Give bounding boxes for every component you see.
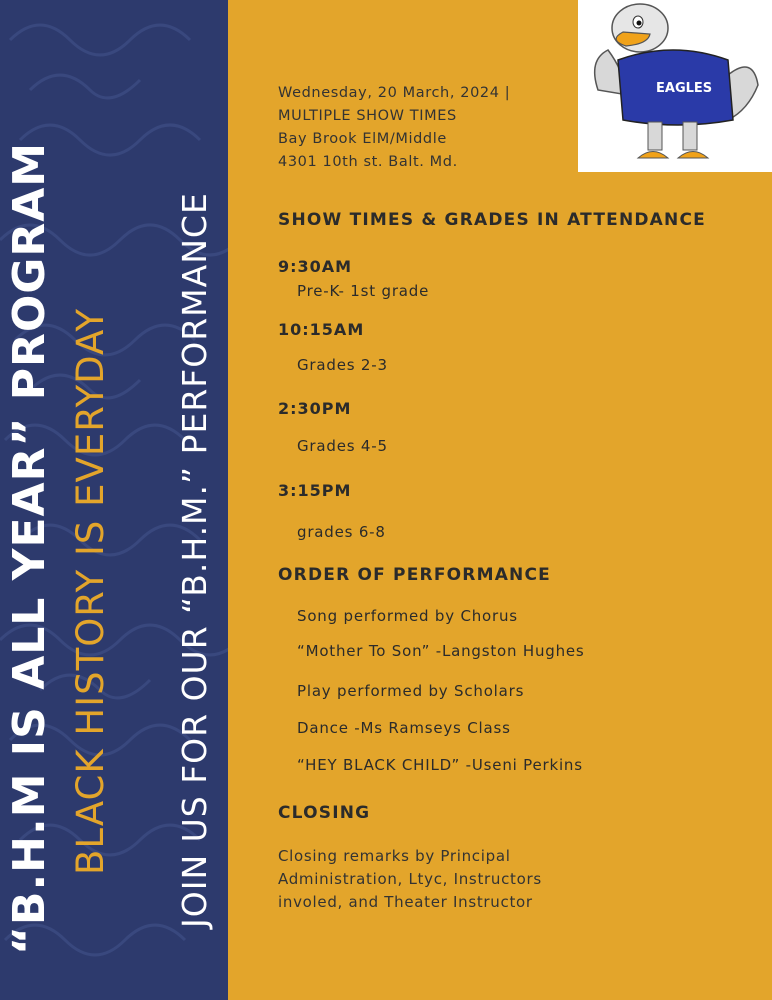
event-venue: Bay Brook ElM/Middle — [278, 131, 447, 147]
show-times-heading: SHOW TIMES & GRADES IN ATTENDANCE — [278, 210, 706, 230]
order-item: Play performed by Scholars — [297, 682, 525, 700]
order-item: “Mother To Son” -Langston Hughes — [297, 642, 585, 660]
performance-invite: JOIN US FOR OUR “B.H.M.” PERFORMANCE — [175, 192, 214, 928]
show-time: 9:30AM — [278, 257, 353, 276]
event-date: Wednesday, 20 March, 2024 | — [278, 85, 511, 101]
order-item: “HEY BLACK CHILD” -Useni Perkins — [297, 756, 583, 774]
show-time: 3:15PM — [278, 481, 352, 500]
show-grades: Grades 4-5 — [297, 437, 388, 455]
closing-heading: CLOSING — [278, 803, 371, 823]
program-title: “B.H.M IS ALL YEAR” PROGRAM — [4, 141, 55, 955]
show-time: 10:15AM — [278, 320, 365, 339]
eagles-mascot-logo — [578, 0, 772, 172]
event-info — [278, 82, 510, 174]
show-grades: grades 6-8 — [297, 523, 386, 541]
event-times-note: MULTIPLE SHOW TIMES — [278, 108, 457, 124]
event-address: 4301 10th st. Balt. Md. — [278, 154, 458, 170]
closing-remarks — [278, 845, 542, 914]
program-subtitle: BLACK HISTORY IS EVERYDAY — [69, 307, 112, 875]
order-heading: ORDER OF PERFORMANCE — [278, 565, 551, 585]
closing-line: involed, and Theater Instructor — [278, 893, 533, 911]
sidebar-banner — [0, 0, 228, 1000]
show-grades: Grades 2-3 — [297, 356, 388, 374]
closing-line: Closing remarks by Principal — [278, 847, 511, 865]
show-grades: Pre-K- 1st grade — [297, 282, 430, 300]
show-time: 2:30PM — [278, 399, 352, 418]
closing-line: Administration, Ltyc, Instructors — [278, 870, 542, 888]
order-item: Song performed by Chorus — [297, 607, 518, 625]
order-item: Dance -Ms Ramseys Class — [297, 719, 511, 737]
logo-text: EAGLES — [656, 81, 713, 96]
